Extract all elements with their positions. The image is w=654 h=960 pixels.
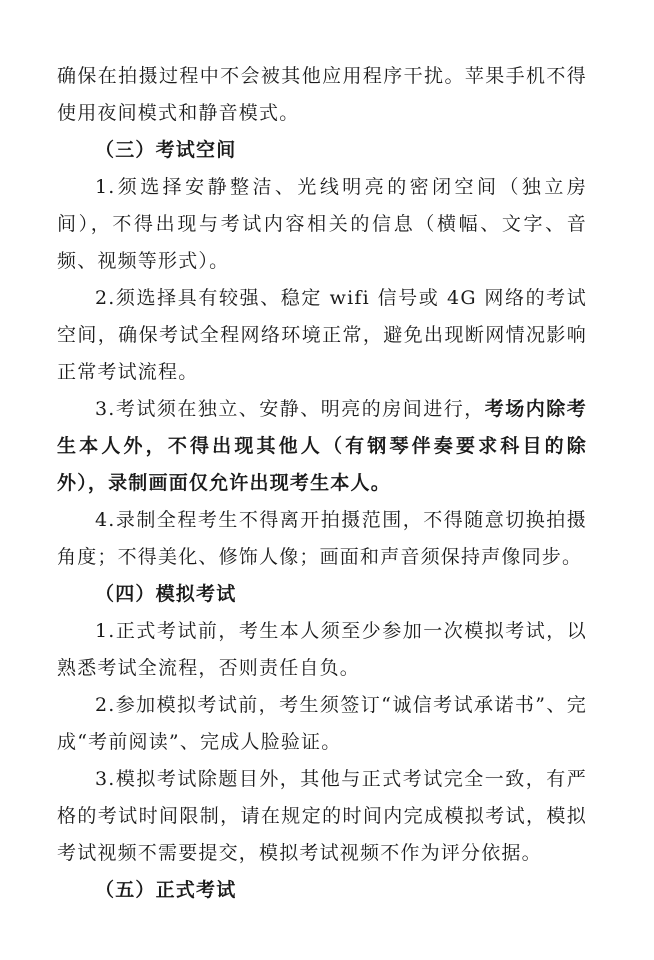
section-heading-exam-space: （三）考试空间 [95, 139, 237, 161]
section-heading-formal-exam: （五）正式考试 [95, 879, 237, 901]
paragraph-mock-rule-3: 3.模拟考试除题目外，其他与正式考试完全一致，有严格的考试时间限制，请在规定的时间内完成模拟考试，模拟考试视频不需要提交，模拟考试视频不作为评分依据。 [57, 768, 587, 864]
paragraph-space-rule-1: 1.须选择安静整洁、光线明亮的密闭空间（独立房间），不得出现与考试内容相关的信息（横幅、文字、音频、视频等形式）。 [57, 176, 587, 272]
paragraph-mock-rule-2: 2.参加模拟考试前，考生须签订“诚信考试承诺书”、完成“考前阅读”、完成人脸验证。 [57, 694, 587, 753]
space-rule-3-emphasis: 考场内除考生本人外，不得出现其他人（有钢琴伴奏要求科目的除外），录制画面仅允许出现考生本人。 [57, 398, 587, 494]
paragraph-space-rule-4: 4.录制全程考生不得离开拍摄范围，不得随意切换拍摄角度；不得美化、修饰人像；画面和声音须保持声像同步。 [57, 509, 587, 568]
section-heading-mock-exam: （四）模拟考试 [95, 583, 237, 605]
paragraph-space-rule-2: 2.须选择具有较强、稳定 wifi 信号或 4G 网络的考试空间，确保考试全程网络环境正常，避免出现断网情况影响正常考试流程。 [57, 287, 587, 383]
paragraph-device-requirements: 确保在拍摄过程中不会被其他应用程序干扰。苹果手机不得使用夜间模式和静音模式。 [57, 65, 587, 124]
paragraph-mock-rule-1: 1.正式考试前，考生本人须至少参加一次模拟考试，以熟悉考试全流程，否则责任自负。 [57, 620, 587, 679]
document-page [57, 58, 587, 909]
space-rule-3-text: 3.考试须在独立、安静、明亮的房间进行， [95, 398, 485, 420]
paragraph-space-rule-3 [57, 391, 587, 502]
